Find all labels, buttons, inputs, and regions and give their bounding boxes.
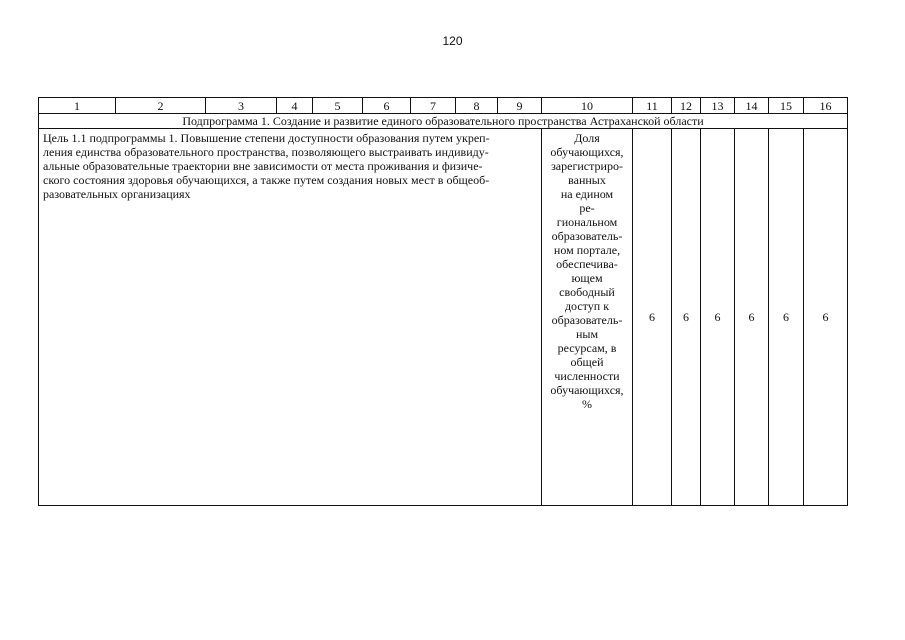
column-number-cell: 4 (277, 98, 313, 114)
goal-text-cell (39, 129, 542, 506)
column-numbers-row (39, 98, 848, 114)
indicator-text-line: Доля (574, 131, 600, 145)
goal-text-line: разовательных организациях (43, 187, 191, 201)
indicator-value-cell: 6 (672, 129, 701, 506)
indicator-text-line: ванных (568, 173, 606, 187)
goal-text-line: Цель 1.1 подпрограммы 1. Повышение степени доступности образования путем укреп- (43, 131, 490, 145)
indicator-text-line: ресурсам, в (557, 341, 617, 355)
indicators-table (38, 97, 848, 506)
indicator-text-line: обучающихся, (550, 145, 624, 159)
indicator-text-line: доступ к (564, 299, 610, 313)
indicator-text-line: ным (575, 327, 599, 341)
indicator-text-line: обучающихся, (550, 383, 624, 397)
indicator-text-line: гиональном (556, 215, 618, 229)
indicator-text-line: ном портале, (553, 243, 621, 257)
column-number-cell: 12 (672, 98, 701, 114)
column-number-cell: 5 (313, 98, 363, 114)
goal-text-line: альные образовательные траектории вне зависимости от места проживания и физиче- (43, 159, 483, 173)
column-number-cell: 8 (456, 98, 498, 114)
indicator-text-line: % (582, 397, 592, 411)
indicator-text-line: ре- (579, 201, 595, 215)
column-number-cell: 3 (206, 98, 277, 114)
indicator-text-line: зарегистриро- (551, 159, 623, 173)
indicator-value-cell: 6 (633, 129, 672, 506)
column-number-cell: 11 (633, 98, 672, 114)
column-number-cell: 6 (363, 98, 411, 114)
goal-text-line: ского состояния здоровья обучающихся, а также путем создания новых мест в общеоб- (43, 173, 490, 187)
column-number-cell: 15 (769, 98, 804, 114)
column-number-cell: 9 (498, 98, 542, 114)
column-number-cell: 7 (411, 98, 456, 114)
column-number-cell: 14 (735, 98, 769, 114)
goal-text-line: ления единства образовательного пространства, позволяющего выстраивать индивиду- (43, 145, 489, 159)
indicator-value-cell: 6 (769, 129, 804, 506)
goal-row (39, 129, 848, 506)
indicator-text-line: образователь- (551, 313, 623, 327)
column-number-cell: 2 (116, 98, 206, 114)
subprogram-title: Подпрограмма 1. Создание и развитие единого образовательного пространства Астраханской области (39, 114, 848, 129)
indicator-text-line: образователь- (551, 229, 623, 243)
page-number: 120 (442, 34, 463, 48)
indicator-text-line: общей (570, 355, 604, 369)
column-number-cell: 16 (804, 98, 848, 114)
indicator-text-line: свободный (559, 285, 615, 299)
column-number-cell: 13 (701, 98, 735, 114)
subprogram-row (39, 114, 848, 129)
indicator-text-line: численности (554, 369, 620, 383)
indicator-name-cell (542, 129, 633, 506)
indicator-text-line: на едином (560, 187, 614, 201)
indicator-value-cell: 6 (701, 129, 735, 506)
indicator-text-line: ющем (571, 271, 603, 285)
column-number-cell: 10 (542, 98, 633, 114)
indicator-text-line: обеспечива- (556, 257, 618, 271)
column-number-cell: 1 (39, 98, 116, 114)
indicator-value-cell: 6 (735, 129, 769, 506)
indicator-value-cell: 6 (804, 129, 848, 506)
